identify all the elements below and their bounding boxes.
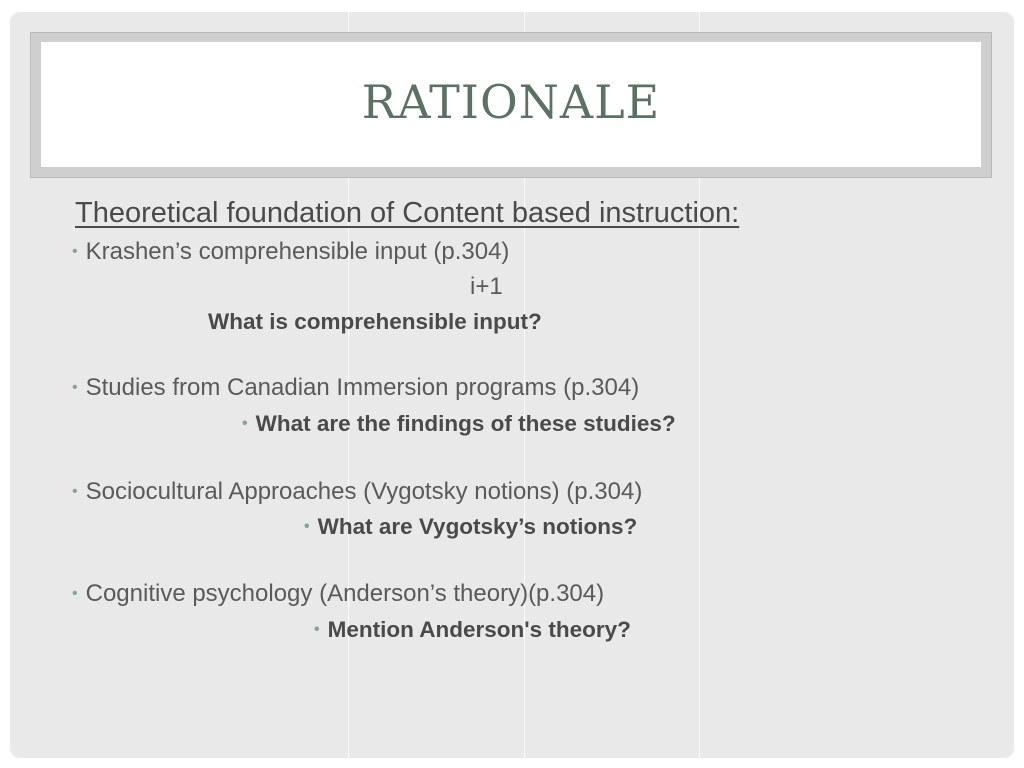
bullet-icon: • (72, 379, 78, 396)
title-box (41, 42, 981, 167)
section-heading: Theoretical foundation of Content based instruction: (75, 197, 740, 229)
sub-list-item (242, 411, 676, 437)
list-item-text: Krashen’s comprehensible input (p.304) (85, 238, 510, 265)
list-item (72, 478, 642, 506)
list-item (72, 580, 604, 608)
question-text: Mention Anderson's theory? (327, 617, 631, 642)
sub-list-item (314, 617, 631, 643)
slide-title: RATIONALE (361, 74, 661, 129)
bullet-icon: • (72, 483, 78, 500)
bullet-icon: • (304, 518, 310, 535)
bullet-icon: • (314, 621, 320, 638)
list-item-text: Sociocultural Approaches (Vygotsky notions) (p.304) (85, 478, 643, 505)
title-frame (30, 32, 992, 178)
sub-list-item (304, 514, 637, 540)
bullet-icon: • (72, 585, 78, 602)
list-item (72, 238, 509, 266)
question-text: What is comprehensible input? (208, 309, 542, 334)
question-text: What are the findings of these studies? (255, 411, 676, 436)
list-item (72, 374, 639, 402)
question-text: What are Vygotsky’s notions? (317, 514, 638, 539)
slide (10, 12, 1014, 758)
formula-text: i+1 (470, 273, 503, 300)
list-item-text: Studies from Canadian Immersion programs (p.304) (85, 374, 640, 401)
bullet-icon: • (242, 415, 248, 432)
list-item-text: Cognitive psychology (Anderson’s theory)(p.304) (85, 580, 605, 607)
bullet-icon: • (72, 243, 78, 260)
